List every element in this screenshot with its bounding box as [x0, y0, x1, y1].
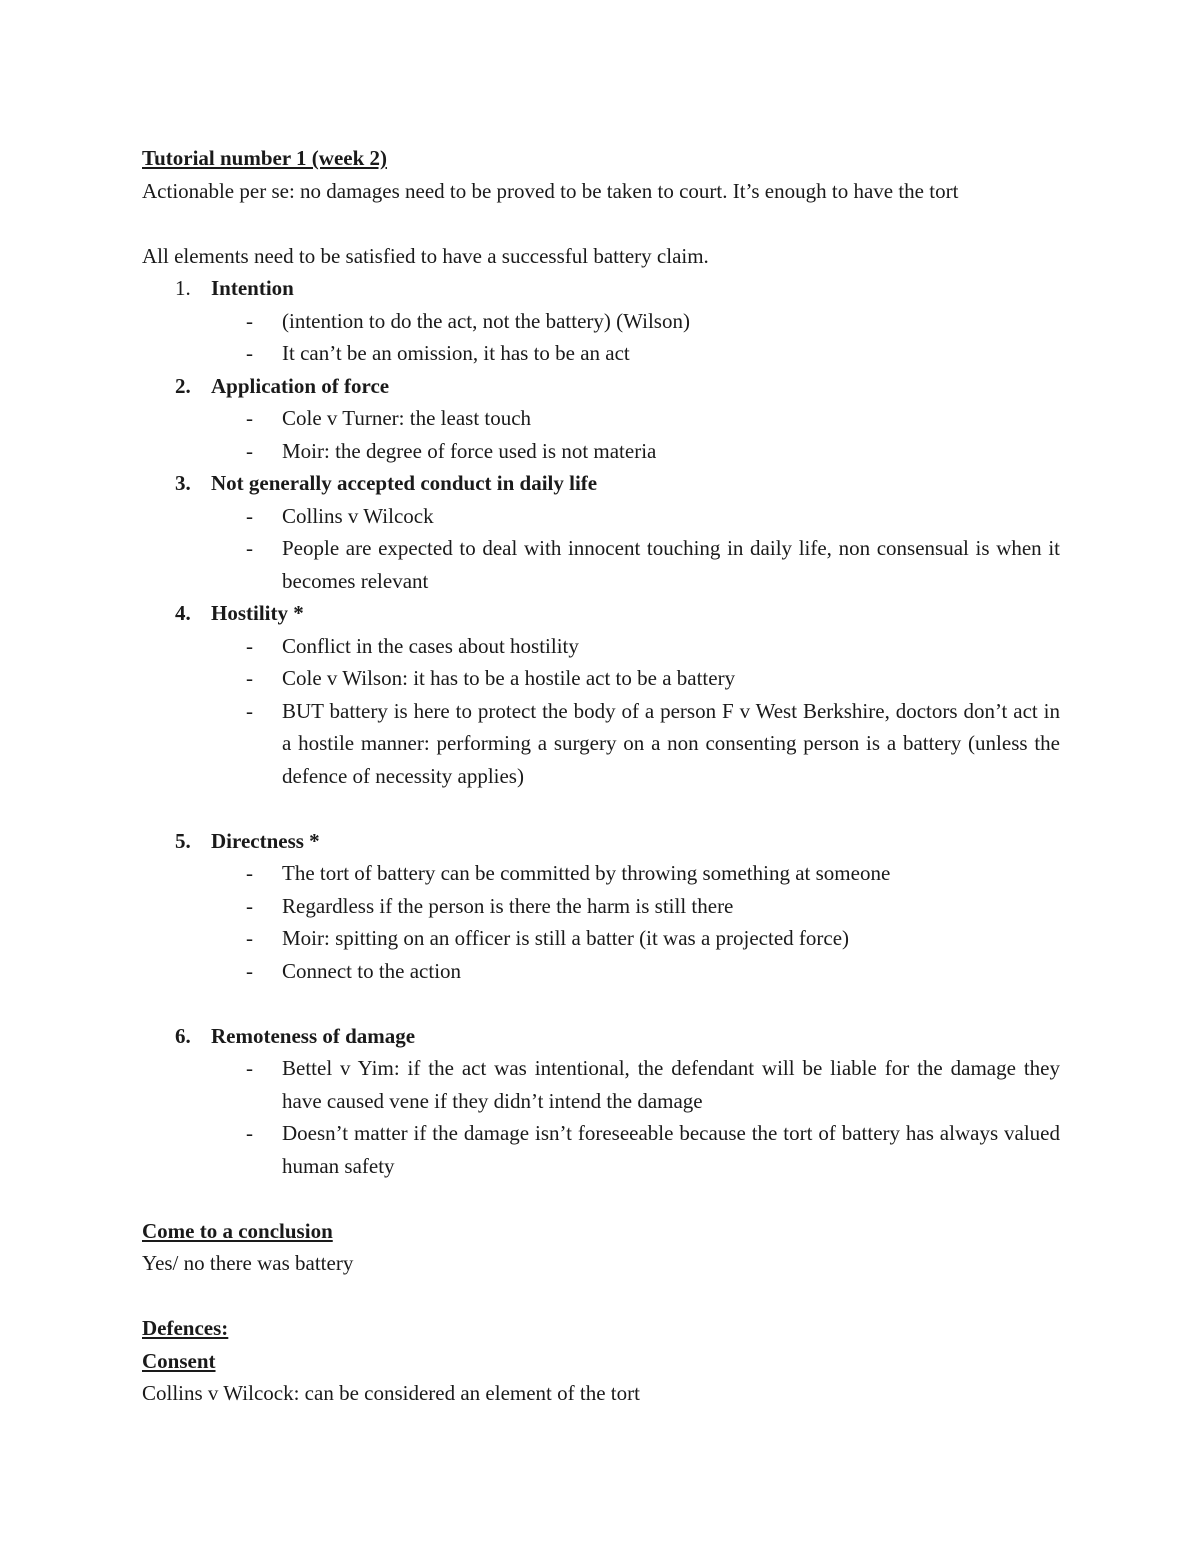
bullet-item: [142, 630, 1060, 663]
element-item-accepted-conduct: [142, 467, 1060, 597]
element-number: 2.: [175, 373, 191, 398]
element-item-remoteness: [142, 1020, 1060, 1183]
bullet-item: [142, 662, 1060, 695]
conclusion-text: Yes/ no there was battery: [142, 1251, 354, 1275]
element-bullets: [211, 500, 1060, 598]
bullet-item: [142, 1117, 1060, 1182]
dash-marker: -: [246, 308, 253, 333]
bullet-text: Doesn’t matter if the damage isn’t foreseeable because the tort of battery has always valued human safety: [282, 1121, 1060, 1178]
dash-marker: -: [246, 1056, 253, 1080]
bullet-text: Cole v Turner: the least touch: [282, 406, 532, 430]
conclusion-heading: Come to a conclusion: [142, 1218, 333, 1243]
dash-marker: -: [246, 633, 253, 658]
bullet-text: Collins v Wilcock: [282, 503, 434, 528]
dash-marker: -: [246, 536, 253, 560]
bullet-text: Moir: spitting on an officer is still a batter (it was a projected force): [282, 926, 850, 950]
spacer: [142, 792, 1060, 825]
bullet-item: [142, 857, 1060, 890]
dash-marker: -: [246, 438, 253, 463]
bullet-text: It can’t be an omission, it has to be an act: [282, 341, 630, 365]
document-page: [142, 142, 1060, 1410]
bullet-text: People are expected to deal with innocent touching in daily life, non consensual is when it becomes relevant: [282, 536, 1060, 593]
bullet-item: [142, 402, 1060, 435]
spacer: [142, 207, 1060, 240]
element-number: 6.: [175, 1023, 191, 1048]
element-number: 4.: [175, 601, 191, 625]
dash-marker: -: [246, 666, 253, 690]
bullet-item: [142, 890, 1060, 923]
element-title: Remoteness of damage: [211, 1023, 416, 1048]
bullet-item: [142, 1052, 1060, 1117]
element-number: 3.: [175, 471, 191, 495]
consent-text: Collins v Wilcock: can be considered an element of the tort: [142, 1381, 640, 1405]
spacer: [142, 987, 1060, 1020]
bullet-text: Moir: the degree of force used is not materia: [282, 438, 657, 463]
dash-marker: -: [246, 1121, 253, 1145]
element-item-application-of-force: [142, 370, 1060, 468]
bullet-item: [142, 695, 1060, 793]
bullet-text: BUT battery is here to protect the body of a person F v West Berkshire, doctors don’t act in a hostile manner: performing a surgery on a non consenting person is a battery (unless the defence of necessity applies): [282, 698, 1060, 788]
bullet-text: (intention to do the act, not the battery) (Wilson): [282, 308, 690, 333]
dash-marker: -: [246, 893, 253, 918]
element-bullets: [211, 857, 1060, 987]
elements-intro: All elements need to be satisfied to have a successful battery claim.: [142, 243, 709, 268]
element-bullets: [211, 305, 1060, 370]
element-item-intention: [142, 272, 1060, 370]
bullet-text: Connect to the action: [282, 958, 462, 983]
bullet-item: [142, 500, 1060, 533]
bullet-item: [142, 955, 1060, 988]
bullet-text: Cole v Wilson: it has to be a hostile act to be a battery: [282, 666, 736, 690]
element-number: 5.: [175, 828, 191, 853]
dash-marker: -: [246, 958, 253, 983]
element-bullets: [211, 402, 1060, 467]
defences-heading: Defences:: [142, 1316, 229, 1340]
element-number: 1.: [175, 276, 191, 300]
element-item-directness: [142, 825, 1060, 988]
consent-heading: Consent: [142, 1348, 216, 1373]
bullet-text: The tort of battery can be committed by throwing something at someone: [282, 861, 891, 885]
element-item-hostility: [142, 597, 1060, 792]
element-bullets: [211, 630, 1060, 793]
bullet-item: [142, 337, 1060, 370]
spacer: [142, 1280, 1060, 1313]
bullet-text: Conflict in the cases about hostility: [282, 633, 579, 658]
element-title: Not generally accepted conduct in daily life: [211, 471, 598, 495]
dash-marker: -: [246, 698, 253, 723]
bullet-item: [142, 435, 1060, 468]
dash-marker: -: [246, 503, 253, 528]
document-title: Tutorial number 1 (week 2): [142, 146, 388, 170]
intro-text: Actionable per se: no damages need to be proved to be taken to court. It’s enough to have the tort: [142, 178, 959, 203]
bullet-text: Regardless if the person is there the harm is still there: [282, 893, 734, 918]
element-title: Directness *: [211, 828, 320, 853]
element-title: Intention: [211, 276, 294, 300]
bullet-item: [142, 922, 1060, 955]
bullet-text: Bettel v Yim: if the act was intentional, the defendant will be liable for the damage they have caused vene if they didn’t intend the damage: [282, 1056, 1060, 1113]
element-title: Hostility *: [211, 601, 304, 625]
spacer: [142, 1182, 1060, 1215]
dash-marker: -: [246, 926, 253, 950]
bullet-item: [142, 305, 1060, 338]
dash-marker: -: [246, 861, 253, 885]
dash-marker: -: [246, 341, 253, 365]
bullet-item: [142, 532, 1060, 597]
element-title: Application of force: [211, 373, 390, 398]
dash-marker: -: [246, 406, 253, 430]
element-bullets: [211, 1052, 1060, 1182]
